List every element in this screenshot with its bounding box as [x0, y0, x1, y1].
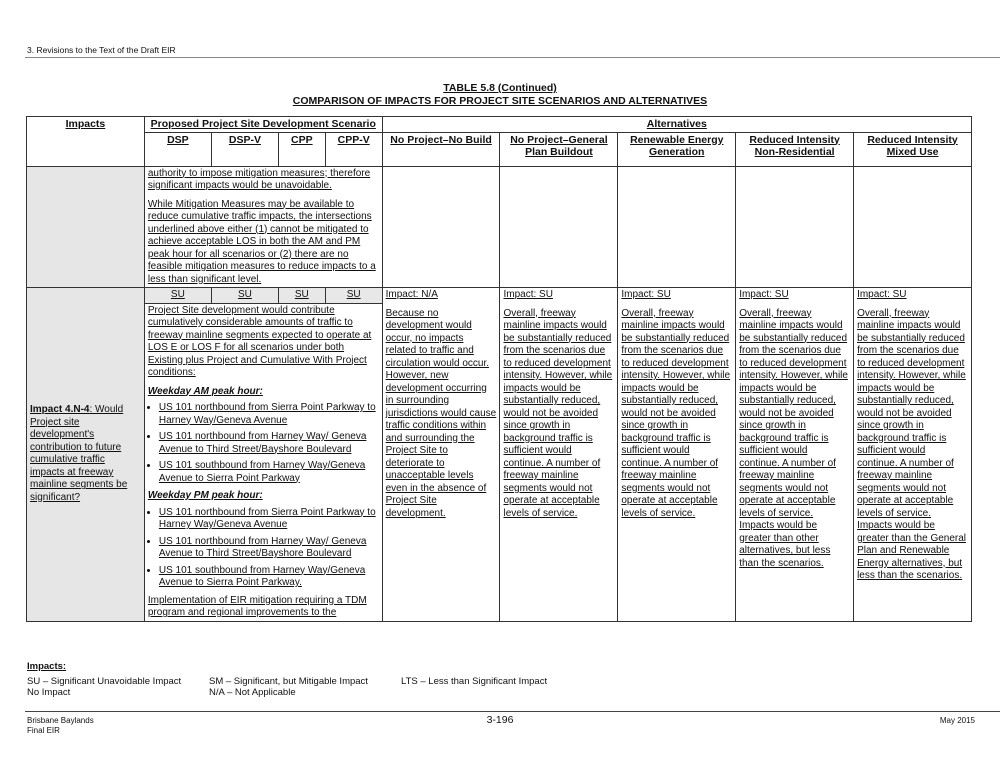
alternative-text: Overall, freeway mainline impacts would be substantially reduced from the scenarios due to reduced development intensity. However, while impacts would be substantially reduced, would not be avoided since growth in background traffic is sufficient would continue. A number of freeway mainline segments would not operate at acceptable levels of service. Impacts would be greater than other alternatives, but less than the scenarios. [739, 307, 848, 569]
table-title-line1: TABLE 5.8 (Continued) [443, 82, 557, 94]
header-scenario: CPP-V [325, 132, 382, 166]
continued-para: authority to impose mitigation measures; therefore significant impacts would be unavoidable. [147, 167, 371, 191]
legend-item: SU – Significant Unavoidable Impact [27, 675, 182, 687]
legend-title: Impacts: [27, 661, 67, 672]
alternative-impact: Impact: SU [503, 289, 553, 300]
table-row-impact-4n4 [27, 288, 972, 304]
footer-document-name: Final EIR [27, 726, 60, 735]
impact-question: : Would Project site development's contribution to future cumulative traffic impacts at freeway mainline segments be significant? [30, 404, 128, 503]
header-group-alternatives: Alternatives [382, 117, 971, 133]
pm-peak-list [148, 507, 379, 590]
header-group-proposed: Proposed Project Site Development Scenario [144, 117, 382, 133]
am-peak-item: • US 101 northbound from Sierra Point Parkway to Harney Way/Geneva Avenue [159, 402, 379, 427]
alternative-text: Overall, freeway mainline impacts would be substantially reduced from the scenarios due to reduced development intensity. However, while impacts would be substantially reduced, would not be avoided since growth in background traffic is sufficient would continue. A number of freeway mainline segments would not operate at acceptable levels of service. [621, 307, 731, 519]
alternative-text: Overall, freeway mainline impacts would be substantially reduced from the scenarios due to reduced development intensity. However, while impacts would be substantially reduced, would not be avoided since growth in background traffic is sufficient would continue. A number of freeway mainline segments would not operate at acceptable levels of service. [503, 307, 613, 519]
continued-para: While Mitigation Measures may be available to reduce cumulative traffic impacts, the intersections underlined above either (1) cannot be mitigated to achieve acceptable LOS in both the AM and PM peak hour for all scenarios or (2) there are no feasible mitigation measures to reduce impacts to a less than significant level. [147, 198, 376, 285]
am-peak-item: • US 101 northbound from Harney Way/ Geneva Avenue to Third Street/Bayshore Boulevard [159, 431, 379, 456]
pm-peak-item: • US 101 northbound from Harney Way/ Geneva Avenue to Third Street/Bayshore Boulevard [159, 536, 379, 561]
alternative-impact: Impact: SU [857, 289, 907, 300]
pm-peak-item: • US 101 southbound from Harney Way/Geneva Avenue to Sierra Point Parkway. [159, 565, 379, 590]
alt-cell-empty [500, 166, 618, 288]
page-number: 3-196 [486, 714, 514, 726]
alt-cell-empty [736, 166, 854, 288]
pm-peak-item: • US 101 northbound from Sierra Point Parkway to Harney Way/Geneva Avenue [159, 507, 379, 532]
alt-cell-empty [382, 166, 500, 288]
impact-cell-empty [27, 166, 145, 288]
alternative-impact: Impact: SU [621, 289, 671, 300]
scenario-description [144, 303, 382, 621]
impacts-legend [27, 661, 601, 699]
legend-item: No Impact [27, 687, 71, 698]
header-alternative: Reduced Intensity Non-Residential [736, 132, 854, 166]
header-impacts: Impacts [27, 117, 145, 167]
scenario-rating: SU [144, 288, 211, 304]
alternative-cell [382, 288, 500, 622]
scenario-description-text: Project Site development would contribute cumulatively considerable amounts of traffic to freeway mainline segments expected to operate at LOS E or LOS F for all scenarios under both Existing plus Project and Cumulative With Project conditions: [147, 304, 372, 378]
legend-item: N/A – Not Applicable [209, 687, 296, 698]
scenario-rating: SU [325, 288, 382, 304]
alternative-cell [736, 288, 854, 622]
table-title-line2: COMPARISON OF IMPACTS FOR PROJECT SITE SCENARIOS AND ALTERNATIVES [292, 95, 708, 107]
footer-rule [25, 711, 1000, 712]
alternative-cell [500, 288, 618, 622]
scenario-rating: SU [278, 288, 325, 304]
am-peak-heading: Weekday AM peak hour: [147, 385, 263, 397]
header-alternative: No Project–General Plan Buildout [500, 132, 618, 166]
table-row-continued [27, 166, 972, 288]
running-head: 3. Revisions to the Text of the Draft EIR [27, 45, 176, 55]
alternative-text: Overall, freeway mainline impacts would be substantially reduced from the scenarios due to reduced development intensity. However, while impacts would be substantially reduced, would not be avoided since growth in background traffic is sufficient would continue. A number of freeway mainline segments would not operate at acceptable levels of service. Impacts would be greater than the General Plan and Renewable Energy alternatives, but less than the scenarios. [857, 307, 967, 581]
pm-peak-heading: Weekday PM peak hour: [147, 490, 263, 501]
am-peak-list [148, 402, 379, 485]
header-rule [25, 57, 1000, 58]
continued-description [144, 166, 382, 288]
legend-item: LTS – Less than Significant Impact [401, 675, 548, 687]
alternative-text: Because no development would occur, no impacts related to traffic and circulation would occur. However, new development occurring in surrounding jurisdictions would cause traffic conditions within and surrounding the Project Site to deteriorate to unacceptable levels even in the absence of Project Site development. [385, 307, 497, 519]
alternative-cell [854, 288, 972, 622]
scenario-rating: SU [211, 288, 278, 304]
alternative-cell [618, 288, 736, 622]
footer-project-name: Brisbane Baylands [27, 716, 94, 725]
legend-item: SM – Significant, but Mitigable Impact [209, 675, 368, 687]
header-alternative: No Project–No Build [382, 132, 500, 166]
impact-cell [27, 288, 145, 622]
alt-cell-empty [854, 166, 972, 288]
header-scenario: CPP [278, 132, 325, 166]
mitigation-text: Implementation of EIR mitigation requiring a TDM program and regional improvements to the [147, 594, 367, 618]
alt-cell-empty [618, 166, 736, 288]
header-alternative: Reduced Intensity Mixed Use [854, 132, 972, 166]
header-scenario: DSP-V [211, 132, 278, 166]
impact-label: Impact 4.N-4 [30, 404, 90, 416]
legend-title-text: Impacts [27, 661, 63, 672]
header-scenario: DSP [144, 132, 211, 166]
header-alternative: Renewable Energy Generation [618, 132, 736, 166]
table-title [0, 82, 1000, 108]
am-peak-item: • US 101 southbound from Harney Way/Geneva Avenue to Sierra Point Parkway [159, 460, 379, 485]
footer-date: May 2015 [939, 716, 975, 725]
alternative-impact: Impact: N/A [385, 289, 438, 300]
alternative-impact: Impact: SU [739, 289, 789, 300]
impacts-comparison-table [26, 116, 972, 622]
